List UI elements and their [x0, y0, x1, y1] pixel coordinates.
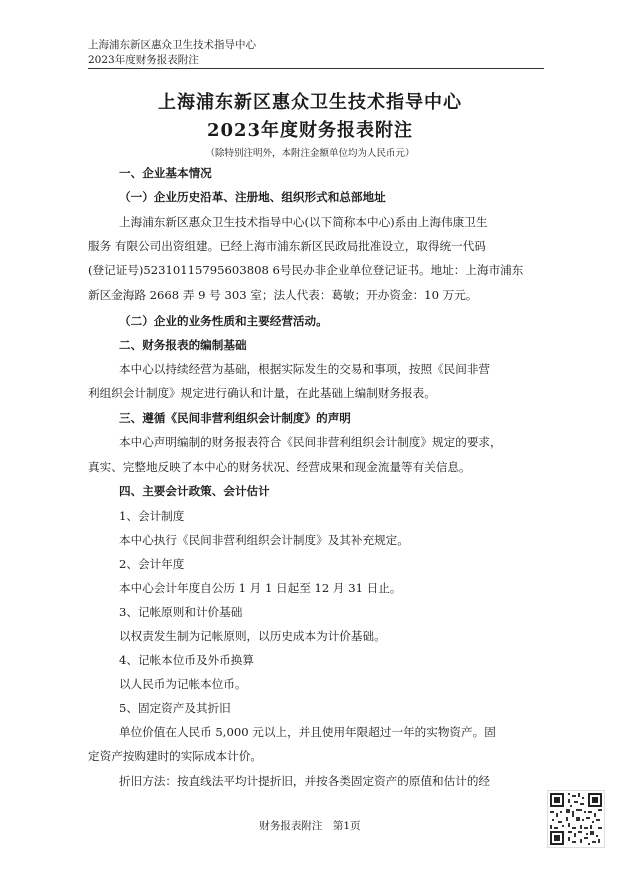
list-item-heading: 1、会计制度: [119, 509, 185, 523]
qr-code-graphic: [548, 791, 604, 847]
header-rule: [88, 68, 544, 69]
section-heading: 二、财务报表的编制基础: [119, 338, 247, 352]
subsection-heading: （二）企业的业务性质和主要经营活动。: [119, 314, 328, 328]
qr-code-icon: [547, 790, 605, 848]
paragraph-line: 上海浦东新区惠众卫生技术指导中心(以下简称本中心)系由上海伟康卫生: [119, 215, 488, 229]
paragraph-line: 折旧方法：按直线法平均计提折旧，并按各类固定资产的原值和估计的经: [119, 774, 491, 788]
paragraph-line: 新区金海路 2668 弄 9 号 303 室；法人代表：葛敏；开办资金：10 万元。: [88, 288, 478, 302]
subsection-heading: （一）企业历史沿革、注册地、组织形式和总部地址: [119, 190, 386, 204]
paragraph-line: 定资产按购建时的实际成本计价。: [88, 749, 262, 763]
page-footer: 财务报表附注 第1页: [259, 820, 361, 832]
paragraph-line: 服务 有限公司出资组建。已经上海市浦东新区民政局批准设立，取得统一代码: [88, 239, 486, 253]
paragraph-line: 本中心以持续经营为基础，根据实际发生的交易和事项，按照《民间非营: [119, 362, 491, 376]
paragraph-line: 真实、完整地反映了本中心的财务状况、经营成果和现金流量等有关信息。: [88, 460, 471, 474]
list-item-heading: 3、记帐原则和计价基础: [119, 605, 243, 619]
running-header-doc: 2023年度财务报表附注: [88, 54, 199, 66]
list-item-heading: 5、固定资产及其折旧: [119, 701, 231, 715]
title-report: 2023年度财务报表附注: [206, 120, 414, 141]
unit-note: （除特别注明外，本附注金额单位均为人民币元）: [205, 148, 415, 159]
section-heading: 一、企业基本情况: [119, 166, 212, 180]
title-org: 上海浦东新区惠众卫生技术指导中心: [158, 92, 462, 113]
list-item-text: 以人民币为记帐本位币。: [119, 677, 247, 691]
paragraph-line: 本中心声明编制的财务报表符合《民间非营利组织会计制度》规定的要求，: [119, 435, 502, 449]
list-item-text: 本中心执行《民间非营利组织会计制度》及其补充规定。: [119, 533, 409, 547]
list-item-heading: 2、会计年度: [119, 557, 185, 571]
running-header-org: 上海浦东新区惠众卫生技术指导中心: [88, 39, 256, 51]
section-heading: 四、主要会计政策、会计估计: [119, 484, 270, 498]
list-item-heading: 4、记帐本位币及外币换算: [119, 653, 254, 667]
paragraph-line: (登记证号)52310115795603808 6号民办非企业单位登记证书。地址：上海市浦东: [88, 263, 524, 277]
list-item-text: 以权责发生制为记帐原则，以历史成本为计价基础。: [119, 629, 386, 643]
paragraph-line: 利组织会计制度》规定进行确认和计量，在此基础上编制财务报表。: [88, 386, 436, 400]
list-item-text: 本中心会计年度自公历 1 月 1 日起至 12 月 31 日止。: [119, 581, 402, 595]
section-heading: 三、遵循《民间非营利组织会计制度》的声明: [119, 411, 351, 425]
paragraph-line: 单位价值在人民币 5,000 元以上，并且使用年限超过一年的实物资产。固: [119, 725, 496, 739]
